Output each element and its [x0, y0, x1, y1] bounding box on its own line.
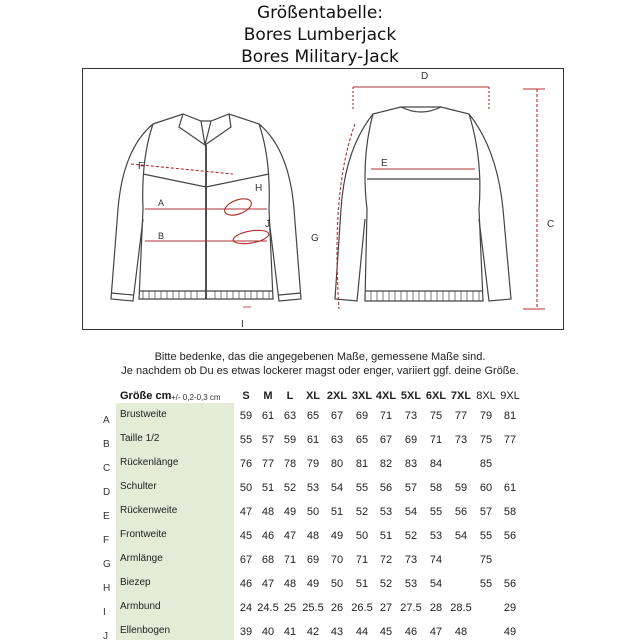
table-cell: 47 — [239, 506, 253, 518]
table-cell: 40 — [261, 626, 275, 638]
table-header-label: Größe cm — [120, 390, 172, 402]
table-cell: 51 — [355, 578, 369, 590]
row-letter: C — [103, 463, 111, 474]
label-E: E — [381, 158, 388, 169]
table-cell: 46 — [404, 626, 418, 638]
table-cell: 84 — [429, 458, 443, 470]
table-cell: 50 — [239, 482, 253, 494]
table-cell: 59 — [239, 410, 253, 422]
table-cell: 63 — [330, 434, 344, 446]
title-line-2: Bores Lumberjack — [243, 25, 397, 45]
table-cell: 49 — [283, 506, 297, 518]
table-cell: 76 — [239, 458, 253, 470]
size-header-l: L — [286, 390, 294, 402]
table-cell: 51 — [330, 506, 344, 518]
row-label: Armbund — [120, 601, 161, 612]
table-cell: 55 — [429, 506, 443, 518]
table-cell: 44 — [355, 626, 369, 638]
row-label: Brustweite — [120, 409, 167, 420]
label-F: F — [138, 161, 145, 172]
table-cell: 54 — [330, 482, 344, 494]
table-cell: 77 — [503, 434, 517, 446]
table-cell: 45 — [239, 530, 253, 542]
table-cell: 28 — [429, 602, 443, 614]
table-cell: 29 — [503, 602, 517, 614]
row-label: Ellenbogen — [120, 625, 171, 636]
table-cell: 51 — [379, 530, 393, 542]
table-cell: 69 — [355, 410, 369, 422]
table-cell: 72 — [379, 554, 393, 566]
table-cell: 43 — [330, 626, 344, 638]
table-cell: 50 — [355, 530, 369, 542]
table-cell: 49 — [306, 578, 320, 590]
table-cell: 27.5 — [400, 602, 422, 614]
table-cell: 75 — [429, 410, 443, 422]
row-letter: B — [103, 439, 110, 450]
table-cell: 79 — [306, 458, 320, 470]
table-cell: 46 — [239, 578, 253, 590]
table-cell: 46 — [261, 530, 275, 542]
table-cell: 53 — [404, 578, 418, 590]
table-cell: 42 — [306, 626, 320, 638]
table-cell: 82 — [379, 458, 393, 470]
table-cell: 71 — [379, 410, 393, 422]
table-cell: 51 — [261, 482, 275, 494]
row-label: Frontweite — [120, 529, 167, 540]
table-cell: 47 — [283, 530, 297, 542]
table-cell: 59 — [283, 434, 297, 446]
table-cell: 77 — [261, 458, 275, 470]
label-J: J — [265, 219, 270, 230]
row-letter: A — [103, 415, 110, 426]
table-cell: 56 — [503, 530, 517, 542]
table-cell: 48 — [261, 506, 275, 518]
size-header-8xl: 8XL — [476, 390, 496, 402]
table-cell: 26.5 — [351, 602, 373, 614]
table-cell: 55 — [355, 482, 369, 494]
row-label: Biezep — [120, 577, 151, 588]
table-cell: 71 — [355, 554, 369, 566]
table-cell: 65 — [355, 434, 369, 446]
table-cell: 59 — [454, 482, 468, 494]
table-cell: 49 — [503, 626, 517, 638]
front-jacket — [111, 114, 301, 301]
table-cell: 50 — [306, 506, 320, 518]
size-header-xl: XL — [305, 390, 321, 402]
note-line-1: Bitte bedenke, das die angegebenen Maße, gemessene Maße sind. — [154, 351, 486, 363]
table-cell: 52 — [404, 530, 418, 542]
table-cell: 54 — [454, 530, 468, 542]
table-cell: 52 — [355, 506, 369, 518]
size-header-3xl: 3XL — [351, 390, 373, 402]
table-cell: 53 — [306, 482, 320, 494]
label-H: H — [255, 183, 263, 194]
table-cell: 67 — [330, 410, 344, 422]
row-letter: G — [103, 559, 111, 570]
size-header-2xl: 2XL — [326, 390, 348, 402]
size-header-m: M — [263, 390, 273, 402]
table-cell: 77 — [454, 410, 468, 422]
table-cell: 55 — [239, 434, 253, 446]
table-cell: 57 — [261, 434, 275, 446]
title-line-1: Größentabelle: — [256, 3, 384, 23]
table-cell: 67 — [239, 554, 253, 566]
title-line-3: Bores Military-Jack — [241, 47, 399, 67]
table-cell: 74 — [429, 554, 443, 566]
table-cell: 61 — [306, 434, 320, 446]
row-letter: D — [103, 487, 111, 498]
table-cell: 45 — [379, 626, 393, 638]
size-header-9xl: 9XL — [500, 390, 520, 402]
size-header-4xl: 4XL — [375, 390, 397, 402]
table-cell: 55 — [479, 578, 493, 590]
label-B: B — [158, 231, 165, 241]
table-cell: 47 — [261, 578, 275, 590]
table-cell: 80 — [330, 458, 344, 470]
table-cell: 27 — [379, 602, 393, 614]
table-cell: 39 — [239, 626, 253, 638]
table-cell: 57 — [404, 482, 418, 494]
table-cell: 57 — [479, 506, 493, 518]
row-letter: H — [103, 583, 111, 594]
table-cell: 48 — [283, 578, 297, 590]
table-cell: 47 — [429, 626, 443, 638]
table-cell: 55 — [479, 530, 493, 542]
table-cell: 68 — [261, 554, 275, 566]
label-D: D — [421, 71, 429, 82]
table-cell: 24.5 — [257, 602, 279, 614]
table-cell: 73 — [404, 554, 418, 566]
table-cell: 69 — [404, 434, 418, 446]
row-letter: E — [103, 511, 110, 522]
label-A: A — [158, 198, 165, 208]
row-label: Schulter — [120, 481, 157, 492]
row-label: Taille 1/2 — [120, 433, 160, 444]
table-cell: 73 — [454, 434, 468, 446]
table-cell: 53 — [429, 530, 443, 542]
table-cell: 81 — [503, 410, 517, 422]
table-cell: 49 — [330, 530, 344, 542]
table-cell: 58 — [503, 506, 517, 518]
table-cell: 52 — [379, 578, 393, 590]
table-cell: 24 — [239, 602, 253, 614]
table-cell: 75 — [479, 434, 493, 446]
table-cell: 65 — [306, 410, 320, 422]
size-header-6xl: 6XL — [425, 390, 447, 402]
row-label: Armlänge — [120, 553, 163, 564]
table-cell: 56 — [503, 578, 517, 590]
back-jacket — [335, 107, 511, 301]
table-cell: 54 — [404, 506, 418, 518]
table-cell: 26 — [330, 602, 344, 614]
table-cell: 85 — [479, 458, 493, 470]
table-cell: 25 — [283, 602, 297, 614]
table-cell: 25.5 — [302, 602, 324, 614]
table-cell: 28.5 — [450, 602, 472, 614]
row-letter: F — [103, 535, 110, 546]
table-cell: 56 — [379, 482, 393, 494]
table-cell: 71 — [283, 554, 297, 566]
size-header-5xl: 5XL — [400, 390, 422, 402]
table-cell: 79 — [479, 410, 493, 422]
row-letter: I — [103, 607, 106, 618]
label-G: G — [311, 233, 319, 244]
row-label: Rückenweite — [120, 505, 178, 516]
table-cell: 61 — [503, 482, 517, 494]
table-cell: 53 — [379, 506, 393, 518]
table-cell: 78 — [283, 458, 297, 470]
table-cell: 71 — [429, 434, 443, 446]
table-cell: 67 — [379, 434, 393, 446]
row-letter: J — [103, 631, 108, 642]
table-cell: 70 — [330, 554, 344, 566]
size-header-s: S — [242, 390, 250, 402]
label-I: I — [241, 319, 244, 329]
table-cell: 69 — [306, 554, 320, 566]
table-cell: 41 — [283, 626, 297, 638]
table-cell: 60 — [479, 482, 493, 494]
table-cell: 56 — [454, 506, 468, 518]
table-cell: 63 — [283, 410, 297, 422]
jacket-diagram — [82, 68, 564, 330]
row-label: Rückenlänge — [120, 457, 179, 468]
table-cell: 50 — [330, 578, 344, 590]
table-cell: 75 — [479, 554, 493, 566]
table-cell: 54 — [429, 578, 443, 590]
table-cell: 61 — [261, 410, 275, 422]
label-C: C — [547, 219, 555, 230]
table-cell: 48 — [306, 530, 320, 542]
table-cell: 52 — [283, 482, 297, 494]
table-cell: 81 — [355, 458, 369, 470]
table-cell: 48 — [454, 626, 468, 638]
table-cell: 83 — [404, 458, 418, 470]
note-line-2: Je nachdem ob Du es etwas lockerer magst oder enger, variiert ggf. deine Größe. — [121, 365, 519, 377]
table-cell: 58 — [429, 482, 443, 494]
size-header-7xl: 7XL — [450, 390, 472, 402]
table-header-tolerance: +/- 0,2-0,3 cm — [171, 393, 221, 402]
table-cell: 73 — [404, 410, 418, 422]
